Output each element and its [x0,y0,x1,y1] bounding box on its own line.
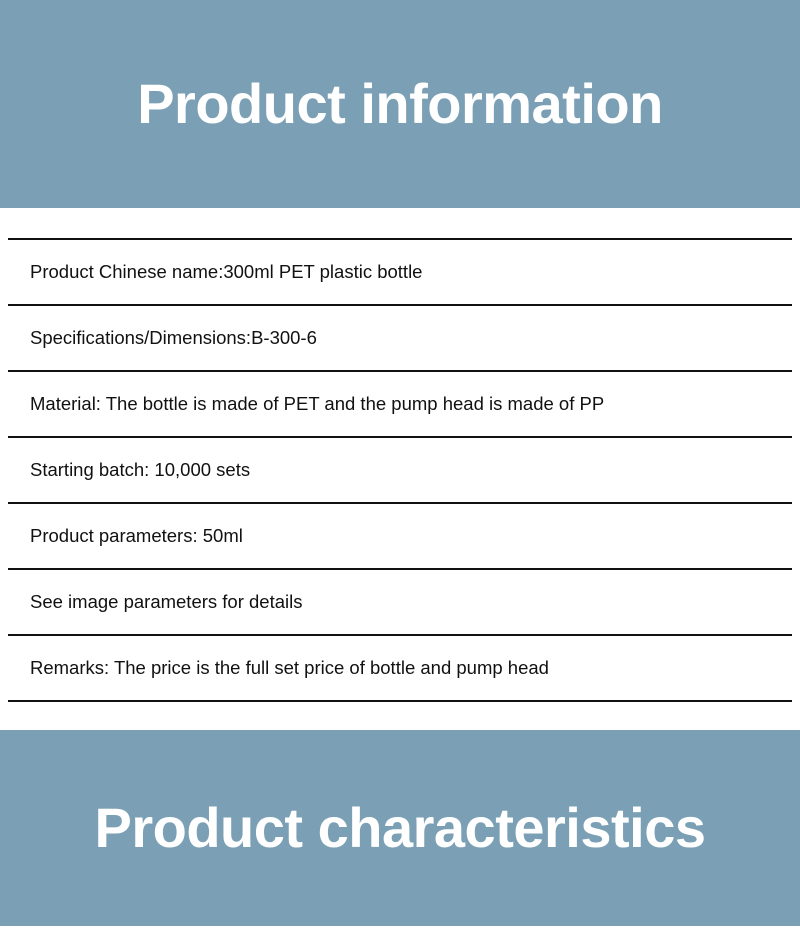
spec-row-text: Material: The bottle is made of PET and the pump head is made of PP [30,392,605,414]
spec-row-text: See image parameters for details [30,590,303,612]
table-row [8,570,792,636]
table-row [8,306,792,372]
section-title: Product characteristics [94,796,706,859]
product-characteristics-banner [0,730,800,926]
table-row [8,504,792,570]
table-row [8,372,792,438]
table-row [8,636,792,702]
spec-row-text: Specifications/Dimensions:B-300-6 [30,326,317,348]
spec-row-text: Product parameters: 50ml [30,524,243,546]
table-row [8,438,792,504]
specifications-section [0,208,800,730]
product-information-banner [0,0,800,208]
spacer-below-table [0,702,800,730]
specifications-table [8,238,792,702]
table-row [8,240,792,306]
spec-row-text: Product Chinese name:300ml PET plastic bottle [30,260,423,282]
spec-row-text: Remarks: The price is the full set price of bottle and pump head [30,656,549,678]
spec-row-text: Starting batch: 10,000 sets [30,458,251,480]
page-title: Product information [137,72,663,135]
spacer-above-table [0,208,800,238]
